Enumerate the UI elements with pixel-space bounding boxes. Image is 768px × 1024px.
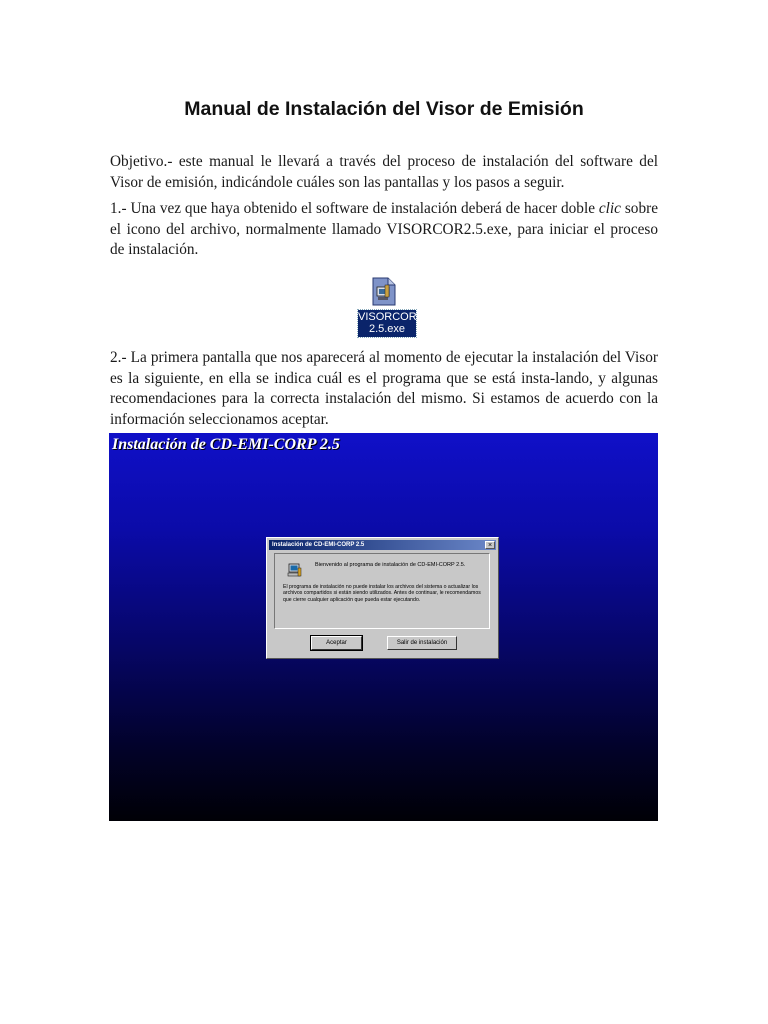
accept-button[interactable]: Aceptar <box>311 636 362 650</box>
dialog-titlebar <box>269 540 496 550</box>
step1-text-before: 1.- Una vez que haya obtenido el software de instalación deberá de hacer doble <box>110 200 599 217</box>
paragraph-step-2: 2.- La primera pantalla que nos aparecerá al momento de ejecutar la instalación del Visor es la siguiente, en ella se indica cuál es el programa que se está insta-lando, y algunas recomendaciones para la correcta instalación del mismo. Si estamos de acuerdo con la información seleccionamos aceptar. <box>110 349 658 428</box>
file-label-line-2: 2.5.exe <box>368 323 406 335</box>
installer-screenshot <box>109 433 658 821</box>
step1-text-italic: clic <box>598 200 621 217</box>
paragraph-objective: Objetivo.- este manual le llevará a través del proceso de instalación del software del Visor de emisión, indicándole cuáles son las pantallas y los pasos a seguir. <box>110 153 658 191</box>
close-icon[interactable]: × <box>485 541 495 549</box>
installer-dialog <box>266 537 499 659</box>
setup-file-icon <box>372 277 396 306</box>
document-title: Manual de Instalación del Visor de Emisión <box>184 98 584 120</box>
file-label-line-1: VISORCOR <box>358 311 417 323</box>
file-icon-label <box>358 310 416 337</box>
computer-setup-icon <box>287 562 303 578</box>
step1-text-after: sobre el icono del archivo, normalmente llamado VISORCOR2.5.exe, para iniciar el proceso de instalación. <box>110 200 658 258</box>
dialog-message-panel <box>274 553 490 629</box>
dialog-welcome-text: Bienvenido al programa de instalación de CD-EMI-CORP 2.5. <box>315 562 466 568</box>
exit-installation-button[interactable]: Salir de instalación <box>387 636 457 650</box>
dialog-title: Instalación de CD-EMI-CORP 2.5 <box>272 542 365 548</box>
paragraph-step-1 <box>110 199 658 261</box>
installer-screen-title: Instalación de CD-EMI-CORP 2.5 <box>112 436 340 453</box>
dialog-body-text: El programa de instalación no puede instalar los archivos del sistema o actualizar los archivos compartidos si están siendo utilizados. Antes de continuar, le recomendamos que cierre cualquier aplicación que pueda estar ejecutando. <box>283 584 481 603</box>
visorcor-file-icon[interactable] <box>343 274 425 340</box>
